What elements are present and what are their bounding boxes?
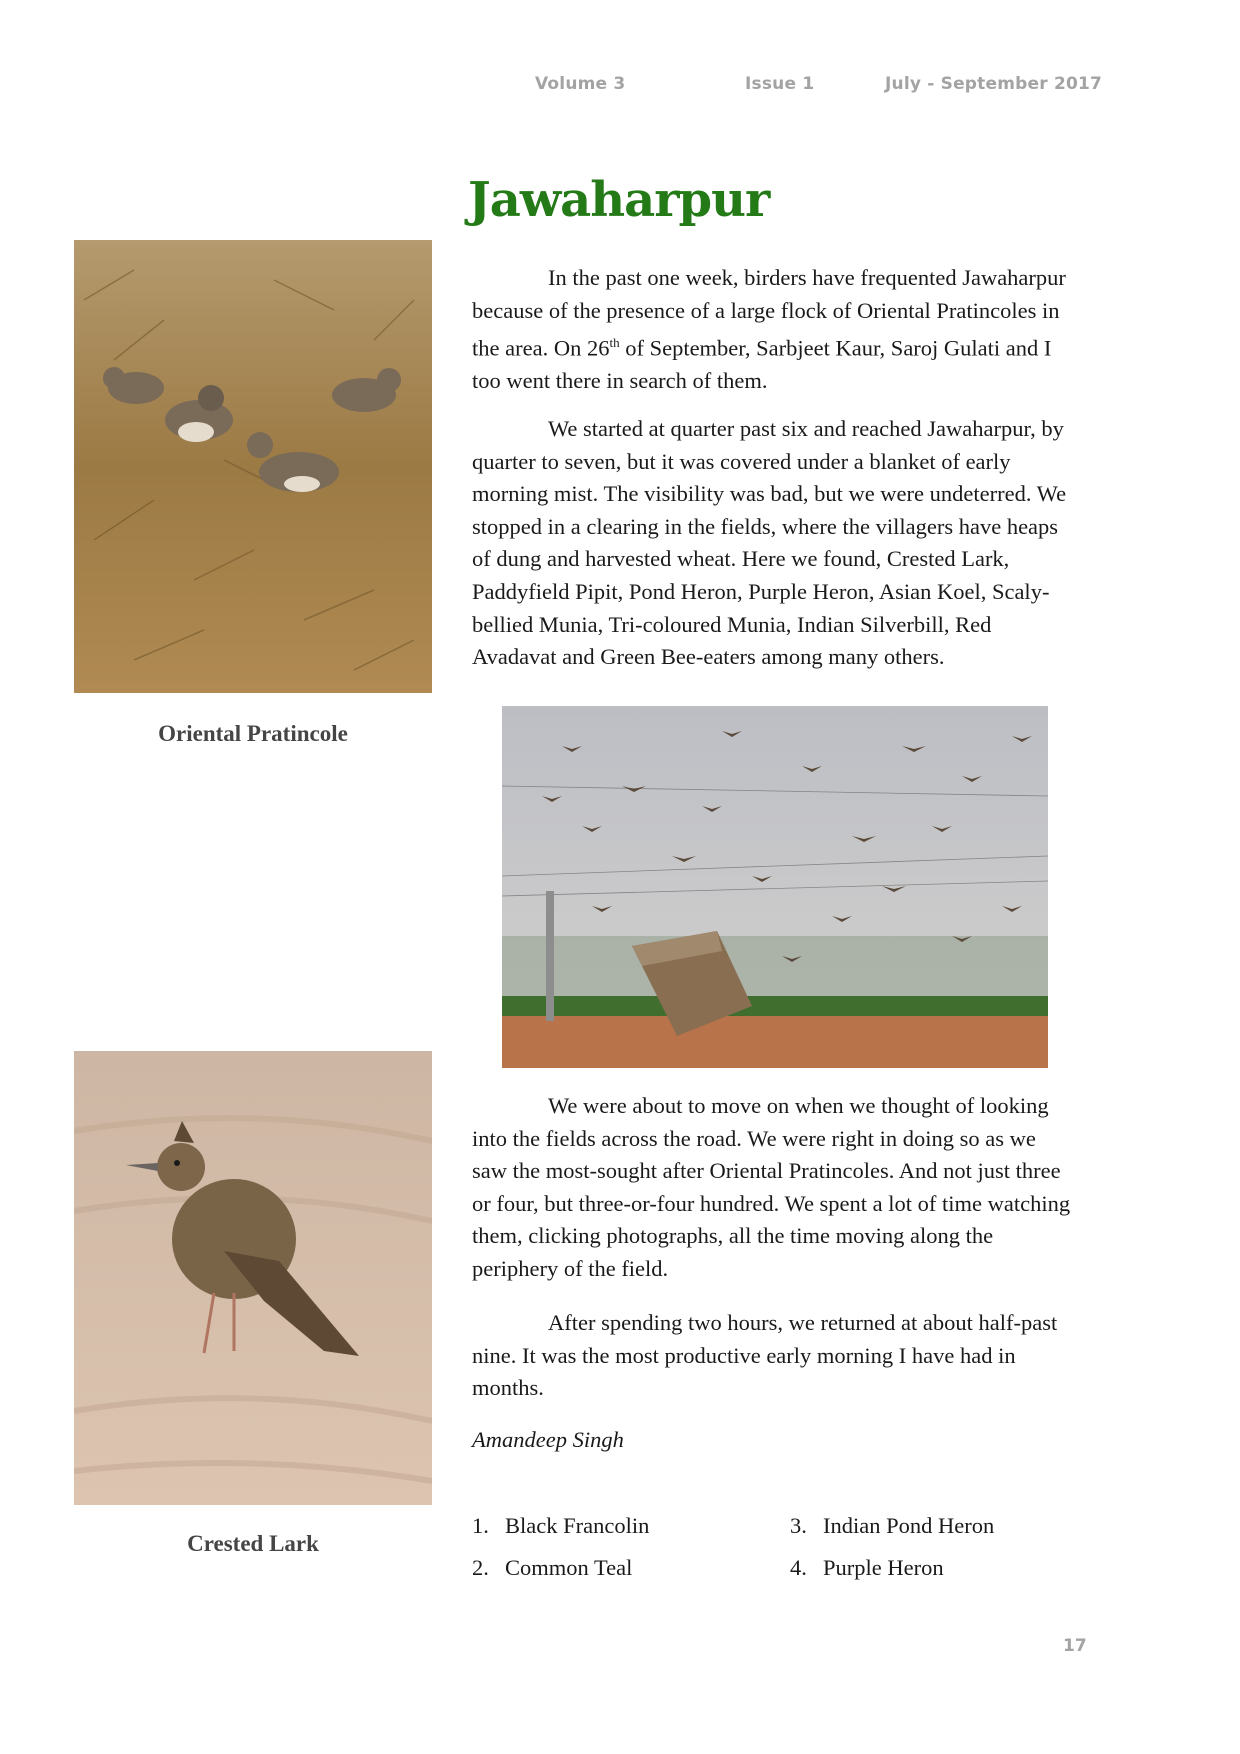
bird-list-number: 4. (790, 1555, 807, 1580)
bird-list-name: Indian Pond Heron (823, 1513, 995, 1538)
bird-list-number: 3. (790, 1513, 807, 1538)
page-number: 17 (1063, 1636, 1087, 1656)
paragraph-1-text-b: of September, Sarbjeet Kaur, Saroj Gulati and I too went there in search of them. (472, 335, 1052, 394)
crested-lark-image (74, 1051, 432, 1505)
article-title: Jawaharpur (468, 172, 770, 228)
ordinal-suffix: th (609, 335, 620, 351)
bird-list-name: Common Teal (505, 1555, 633, 1580)
photo-caption-crested-lark: Crested Lark (187, 1531, 319, 1556)
article-paragraph-1 (472, 262, 1076, 398)
paragraph-3-text: We were about to move on when we thought of looking into the fields across the road. We were right in doing so as we saw the most-sought after Oriental Pratincoles. And not just three or four, but three-or-four hundred. We spent a lot of time watching them, clicking photographs, all the time moving along the periphery of the field. (472, 1093, 1071, 1281)
pratincole-flock-image (502, 706, 1048, 1068)
oriental-pratincole-image (74, 240, 432, 693)
article-paragraph-4 (472, 1307, 1076, 1405)
bird-list-item (790, 1555, 944, 1581)
photo-caption-oriental-pratincole: Oriental Pratincole (158, 721, 348, 746)
bird-list-name: Black Francolin (505, 1513, 650, 1538)
bird-list-item (472, 1513, 649, 1539)
paragraph-2-text: We started at quarter past six and reached Jawaharpur, by quarter to seven, but it was covered under a blanket of early morning mist. The visibility was bad, but we were undeterred. We stopped in a clearing in the fields, where the villagers have heaps of dung and harvested wheat. Here we found, Crested Lark, Paddyfield Pipit, Pond Heron, Purple Heron, Asian Koel, Scaly-bellied Munia, Tri-coloured Munia, Indian Silverbill, Red Avadavat and Green Bee-eaters among many others. (472, 416, 1067, 670)
header-volume: Volume 3 (535, 74, 626, 94)
pratincole-flock-photo (502, 706, 1048, 1068)
bird-list-number: 2. (472, 1555, 489, 1580)
bird-list-name: Purple Heron (823, 1555, 944, 1580)
header-date: July - September 2017 (885, 74, 1103, 94)
header-issue: Issue 1 (745, 74, 815, 94)
article-paragraph-2 (472, 413, 1076, 674)
article-paragraph-3 (472, 1090, 1076, 1286)
bird-list-number: 1. (472, 1513, 489, 1538)
bird-list-item (472, 1555, 632, 1581)
paragraph-4-text: After spending two hours, we returned at about half-past nine. It was the most productive early morning I have had in months. (472, 1310, 1058, 1401)
crested-lark-photo (74, 1051, 432, 1505)
paragraph-1-text-a: In the past one week, birders have frequented Jawaharpur because of the presence of a large flock of Oriental Pratincoles in the area. On 26 (472, 265, 1066, 361)
oriental-pratincole-photo (74, 240, 432, 693)
article-author: Amandeep Singh (472, 1427, 624, 1452)
bird-list-item (790, 1513, 994, 1539)
